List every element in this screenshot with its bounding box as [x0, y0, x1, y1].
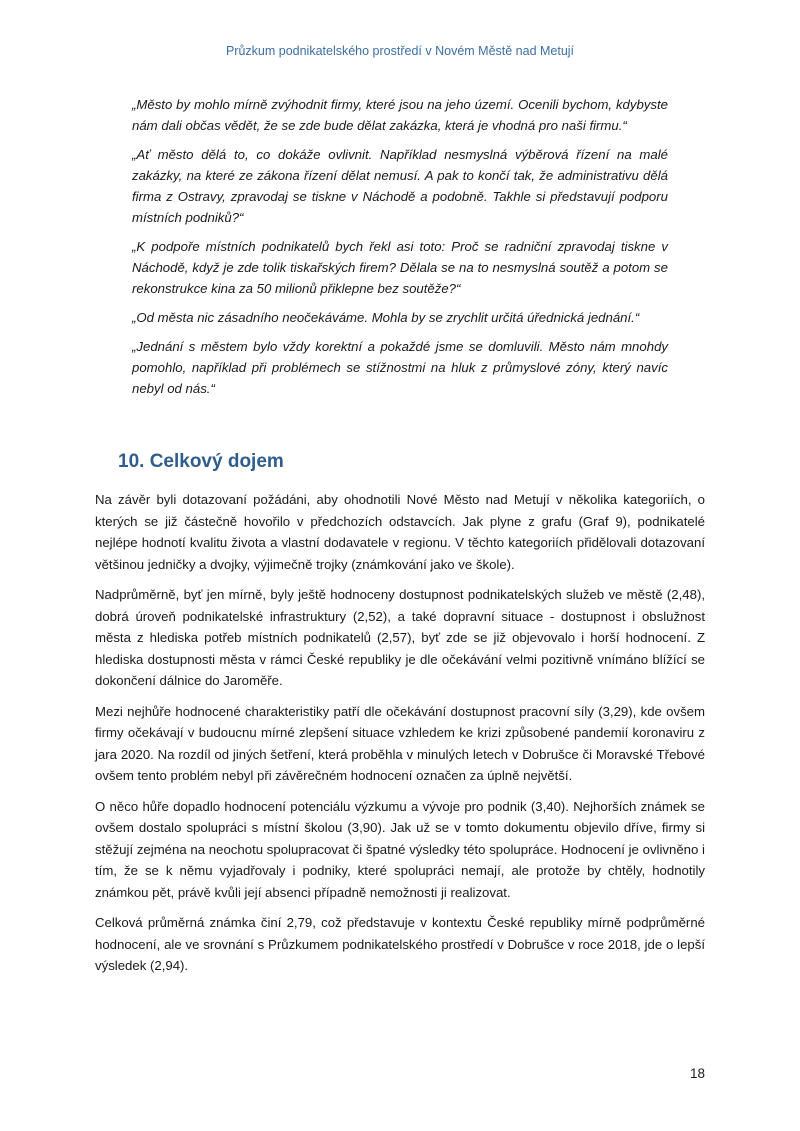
running-header: Průzkum podnikatelského prostředí v Novém Městě nad Metují	[225, 44, 575, 58]
body-text	[95, 489, 705, 986]
paragraph: Nadprůměrně, byť jen mírně, byly ještě hodnoceny dostupnost podnikatelských služeb ve městě (2,48), dobrá úroveň podnikatelské infrastruktury (2,52), a také dopravní situace - dostupnost i obslužnost města z hlediska potřeb místních podnikatelů (2,57), byť zde se již objevovalo i horší hodnocení. Z hlediska dostupnosti města v rámci České republiky je dle očekávání velmi pozitivně vnímáno blížící se dokončení dálnice do Jaroměře.	[95, 587, 705, 688]
page-number: 18	[689, 1066, 705, 1081]
paragraph: Na závěr byli dotazovaní požádáni, aby ohodnotili Nové Město nad Metují v několika kategoriích, o kterých se již částečně hovořilo v předchozích odstavcích. Jak plyne z grafu (Graf 9), podnikatelé nejlépe hodnotí kvalitu života a vlastní dodavatele v regionu. V těchto kategoriích přidělovali dotazovaní většinou jedničky a dvojky, výjimečně trojky (známkování jako ve škole).	[95, 492, 705, 572]
quote: „Město by mohlo mírně zvýhodnit firmy, které jsou na jeho území. Ocenili bychom, kdybyste nám dali občas vědět, že se zde bude dělat zakázka, která je vhodná pro naši firmu.“	[132, 97, 668, 133]
paragraph: Celková průměrná známka činí 2,79, což představuje v kontextu České republiky mírně podprůměrné hodnocení, ale ve srovnání s Průzkumem podnikatelského prostředí v Dobrušce v roce 2018, jde o lepší výsledek (2,94).	[95, 915, 705, 973]
quote: „Jednání s městem bylo vždy korektní a pokaždé jsme se domluvili. Město nám mnohdy pomohlo, například při problémech se stížnostmi na hluk z průmyslové zóny, který navíc nebyl od nás.“	[132, 339, 668, 396]
quote: „Ať město dělá to, co dokáže ovlivnit. Například nesmyslná výběrová řízení na malé zakázky, na které ze zákona řízení dělat nemusí. A pak to končí tak, že administrativu dělá firma z Ostravy, zpravodaj se tiskne v Náchodě a podobně. Takhle si představují podporu místních podniků?“	[132, 147, 668, 225]
quote: „Od města nic zásadního neočekáváme. Mohla by se zrychlit určitá úřednická jednání.“	[132, 310, 640, 325]
quotes-block	[132, 94, 668, 407]
quote: „K podpoře místních podnikatelů bych řekl asi toto: Proč se radniční zpravodaj tiskne v Náchodě, když je zde tolik tiskařských firem? Dělala se na to nesmyslná soutěž a potom se rekonstrukce kina za 50 milionů přiklepne bez soutěže?“	[132, 239, 668, 296]
paragraph: Mezi nejhůře hodnocené charakteristiky patří dle očekávání dostupnost pracovní síly (3,29), kde ovšem firmy očekávají v budoucnu mírné zlepšení situace vzhledem ke krizi způsobené pandemií koronaviru z jara 2020. Na rozdíl od jiných šetření, která proběhla v minulých letech v Dobrušce či Moravské Třebové ovšem tento problém nebyl při závěrečném hodnocení označen za úplně největší.	[95, 703, 705, 783]
section-heading: 10. Celkový dojem	[118, 451, 284, 472]
paragraph: O něco hůře dopadlo hodnocení potenciálu výzkumu a vývoje pro podnik (3,40). Nejhorších známek se ovšem dostalo spolupráci s místní školou (3,90). Jak už se v tomto dokumentu objevilo dříve, firmy si stěžují zejména na neochotu spolupracovat či špatné výsledky této spolupráce. Hodnocení je ovlivněno i tím, že se k němu vyjadřovaly i podniky, které spolupráci nemají, ale protože by chtěly, hodnotily známkou pět, právě kvůli její absenci případně nemožnosti ji realizovat.	[95, 798, 705, 900]
